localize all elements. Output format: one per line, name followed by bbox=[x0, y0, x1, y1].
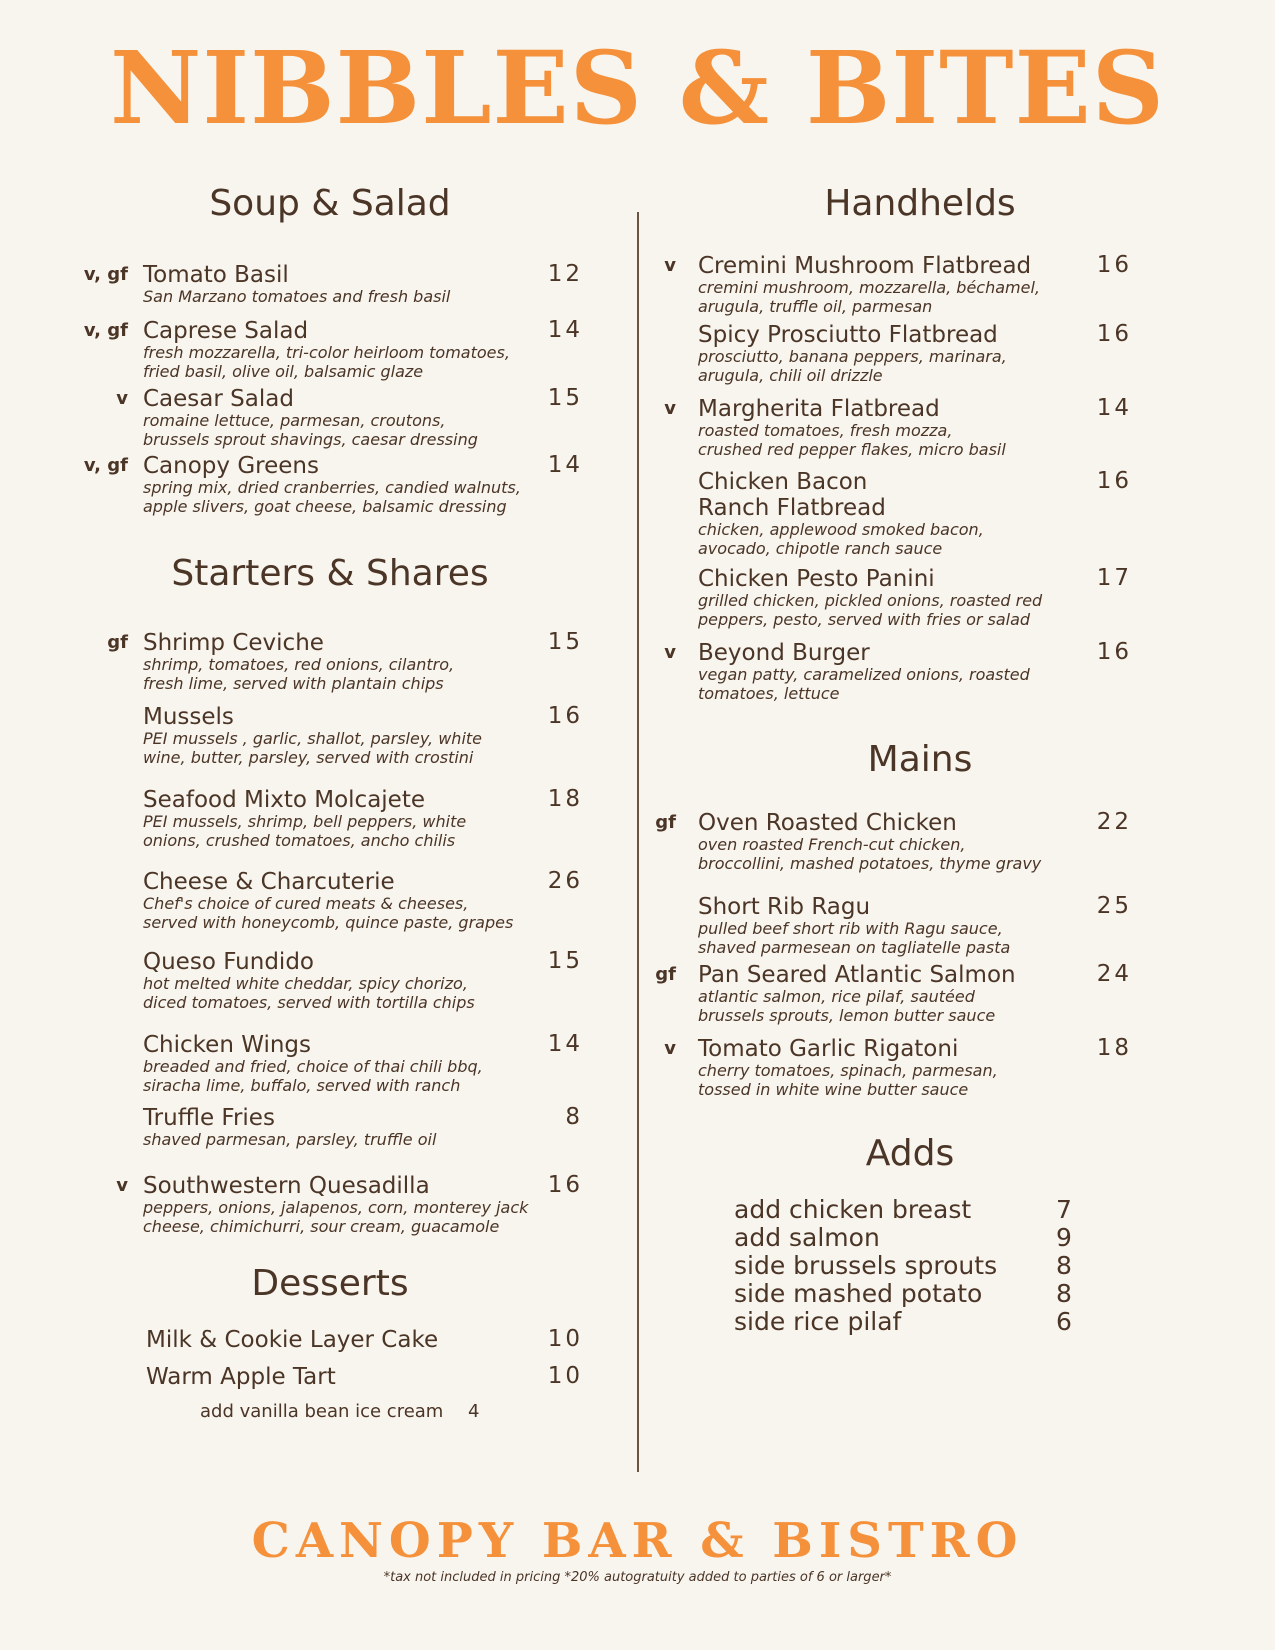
starters-item-description: wine, butter, parsley, served with crostini bbox=[143, 748, 474, 767]
soup_salad-item-name: Tomato Basil bbox=[143, 262, 289, 288]
starters-item-description: breaded and fried, choice of thai chili bbq, bbox=[143, 1057, 483, 1076]
dessert-add-label: add vanilla bean ice cream bbox=[200, 1401, 444, 1422]
soup_salad-item-description: San Marzano tomatoes and fresh basil bbox=[143, 287, 451, 306]
starters-item-price: 8 bbox=[565, 1104, 583, 1130]
soup_salad-item-description: fried basil, olive oil, balsamic glaze bbox=[143, 362, 424, 381]
section-title-desserts: Desserts bbox=[251, 1263, 409, 1304]
soup_salad-item-name: Caprese Salad bbox=[143, 318, 309, 344]
add-item-price: 7 bbox=[1056, 1195, 1072, 1224]
add-item-label: side brussels sprouts bbox=[734, 1251, 998, 1280]
starters-item-description: diced tomatoes, served with tortilla chips bbox=[143, 993, 475, 1012]
mains-item-description: broccollini, mashed potatoes, thyme gravy bbox=[698, 854, 1042, 873]
section-title-adds: Adds bbox=[865, 1133, 955, 1174]
soup_salad-item-name: Canopy Greens bbox=[143, 453, 319, 479]
mains-tag: gf bbox=[655, 964, 676, 985]
handhelds-item-price: 17 bbox=[1096, 565, 1132, 591]
mains-item-description: brussels sprouts, lemon butter sauce bbox=[698, 1006, 996, 1025]
handhelds-item-price: 16 bbox=[1096, 252, 1132, 278]
starters-item-description: peppers, onions, jalapenos, corn, monterey jack bbox=[143, 1198, 529, 1217]
soup_salad-tag: v, gf bbox=[83, 455, 128, 476]
handhelds-tag: v bbox=[664, 642, 676, 663]
soup_salad-item-description: spring mix, dried cranberries, candied walnuts, bbox=[143, 478, 521, 497]
starters-item-description: Chef's choice of cured meats & cheeses, bbox=[143, 894, 469, 913]
handhelds-item-description: cremini mushroom, mozzarella, béchamel, bbox=[698, 278, 1041, 297]
starters-item-description: hot melted white cheddar, spicy chorizo, bbox=[143, 974, 468, 993]
add-item-price: 8 bbox=[1056, 1279, 1072, 1308]
soup_salad-item-description: brussels sprout shavings, caesar dressing bbox=[143, 430, 478, 449]
mains-item-name: Short Rib Ragu bbox=[698, 894, 871, 920]
handhelds-item-name: Cremini Mushroom Flatbread bbox=[698, 253, 1032, 279]
starters-item-name: Truffle Fries bbox=[143, 1105, 275, 1131]
add-item-label: add salmon bbox=[734, 1223, 880, 1252]
handhelds-item-name: Chicken Pesto Panini bbox=[698, 566, 935, 592]
handhelds-item-price: 16 bbox=[1096, 468, 1132, 494]
mains-item-price: 22 bbox=[1096, 809, 1132, 835]
add-item-price: 8 bbox=[1056, 1251, 1072, 1280]
starters-item-price: 16 bbox=[547, 703, 583, 729]
handhelds-item-name: Ranch Flatbread bbox=[698, 495, 886, 521]
mains-item-name: Pan Seared Atlantic Salmon bbox=[698, 962, 1016, 988]
starters-item-price: 26 bbox=[547, 868, 583, 894]
mains-tag: gf bbox=[655, 812, 676, 833]
handhelds-item-description: roasted tomatoes, fresh mozza, bbox=[698, 421, 953, 440]
dessert-item-name: Milk & Cookie Layer Cake bbox=[146, 1327, 439, 1353]
starters-item-name: Cheese & Charcuterie bbox=[143, 869, 395, 895]
section-title-mains: Mains bbox=[867, 739, 973, 780]
handhelds-item-name: Margherita Flatbread bbox=[698, 396, 940, 422]
handhelds-item-description: peppers, pesto, served with fries or salad bbox=[698, 610, 1031, 629]
starters-item-description: PEI mussels, shrimp, bell peppers, white bbox=[143, 812, 467, 831]
starters-tag: v bbox=[116, 1175, 128, 1196]
starters-item-name: Seafood Mixto Molcajete bbox=[143, 787, 425, 813]
mains-item-description: atlantic salmon, rice pilaf, sautéed bbox=[698, 987, 975, 1006]
mains-item-price: 25 bbox=[1096, 893, 1132, 919]
starters-item-price: 14 bbox=[547, 1031, 583, 1057]
handhelds-item-name: Chicken Bacon bbox=[698, 469, 868, 495]
add-item-label: side rice pilaf bbox=[734, 1307, 902, 1336]
dessert-item-name: Warm Apple Tart bbox=[146, 1364, 336, 1390]
dessert-item-price: 10 bbox=[547, 1326, 583, 1352]
soup_salad-item-price: 14 bbox=[547, 317, 583, 343]
handhelds-item-description: chicken, applewood smoked bacon, bbox=[698, 520, 984, 539]
starters-item-description: siracha lime, buffalo, served with ranch bbox=[143, 1076, 461, 1095]
starters-item-description: PEI mussels , garlic, shallot, parsley, white bbox=[143, 729, 482, 748]
starters-item-description: onions, crushed tomatoes, ancho chilis bbox=[143, 831, 456, 850]
starters-item-price: 15 bbox=[547, 629, 583, 655]
soup_salad-item-price: 12 bbox=[547, 261, 583, 287]
mains-item-description: shaved parmesean on tagliatelle pasta bbox=[698, 938, 1011, 957]
mains-item-description: oven roasted French-cut chicken, bbox=[698, 835, 966, 854]
soup_salad-item-price: 15 bbox=[547, 385, 583, 411]
handhelds-item-description: tomatoes, lettuce bbox=[698, 684, 840, 703]
handhelds-item-description: prosciutto, banana peppers, marinara, bbox=[698, 347, 1007, 366]
mains-item-price: 18 bbox=[1096, 1035, 1132, 1061]
starters-item-price: 16 bbox=[547, 1172, 583, 1198]
handhelds-item-price: 16 bbox=[1096, 639, 1132, 665]
starters-item-name: Southwestern Quesadilla bbox=[143, 1173, 430, 1199]
section-title-handhelds: Handhelds bbox=[824, 183, 1016, 224]
starters-item-name: Mussels bbox=[143, 704, 234, 730]
menu-title: NIBBLES & BITES bbox=[109, 29, 1166, 147]
handhelds-item-description: grilled chicken, pickled onions, roasted red bbox=[698, 591, 1043, 610]
soup_salad-item-description: fresh mozzarella, tri-color heirloom tomatoes, bbox=[143, 343, 510, 362]
mains-item-name: Oven Roasted Chicken bbox=[698, 810, 957, 836]
soup_salad-tag: v, gf bbox=[83, 320, 128, 341]
handhelds-tag: v bbox=[664, 255, 676, 276]
mains-tag: v bbox=[664, 1038, 676, 1059]
starters-item-description: cheese, chimichurri, sour cream, guacamole bbox=[143, 1217, 500, 1236]
handhelds-item-description: arugula, chili oil drizzle bbox=[698, 366, 883, 385]
handhelds-item-description: crushed red pepper flakes, micro basil bbox=[698, 440, 1006, 459]
soup_salad-item-description: apple slivers, goat cheese, balsamic dressing bbox=[143, 497, 507, 516]
dessert-item-price: 10 bbox=[547, 1363, 583, 1389]
mains-item-price: 24 bbox=[1096, 961, 1132, 987]
starters-item-name: Chicken Wings bbox=[143, 1032, 311, 1058]
starters-item-price: 18 bbox=[547, 786, 583, 812]
handhelds-tag: v bbox=[664, 398, 676, 419]
handhelds-item-description: vegan patty, caramelized onions, roasted bbox=[698, 665, 1030, 684]
soup_salad-tag: v, gf bbox=[83, 264, 128, 285]
starters-item-name: Shrimp Ceviche bbox=[143, 630, 324, 656]
mains-item-description: tossed in white wine butter sauce bbox=[698, 1080, 969, 1099]
soup_salad-item-price: 14 bbox=[547, 452, 583, 478]
add-item-label: add chicken breast bbox=[734, 1195, 972, 1224]
starters-item-description: fresh lime, served with plantain chips bbox=[143, 674, 444, 693]
handhelds-item-description: avocado, chipotle ranch sauce bbox=[698, 539, 943, 558]
soup_salad-item-description: romaine lettuce, parmesan, croutons, bbox=[143, 411, 446, 430]
starters-item-description: shaved parmesan, parsley, truffle oil bbox=[143, 1130, 437, 1149]
mains-item-description: cherry tomatoes, spinach, parmesan, bbox=[698, 1061, 998, 1080]
starters-item-price: 15 bbox=[547, 948, 583, 974]
soup_salad-item-name: Caesar Salad bbox=[143, 386, 294, 412]
soup_salad-tag: v bbox=[116, 388, 128, 409]
add-item-price: 6 bbox=[1056, 1307, 1072, 1336]
add-item-price: 9 bbox=[1056, 1223, 1072, 1252]
starters-tag: gf bbox=[107, 632, 128, 653]
starters-item-description: served with honeycomb, quince paste, grapes bbox=[143, 913, 514, 932]
starters-item-name: Queso Fundido bbox=[143, 949, 314, 975]
mains-item-name: Tomato Garlic Rigatoni bbox=[698, 1036, 959, 1062]
section-title-starters: Starters & Shares bbox=[171, 553, 489, 594]
mains-item-description: pulled beef short rib with Ragu sauce, bbox=[698, 919, 1003, 938]
pricing-note: *tax not included in pricing *20% autogratuity added to parties of 6 or larger* bbox=[383, 1570, 892, 1585]
handhelds-item-price: 14 bbox=[1096, 395, 1132, 421]
handhelds-item-price: 16 bbox=[1096, 321, 1132, 347]
starters-item-description: shrimp, tomatoes, red onions, cilantro, bbox=[143, 655, 455, 674]
section-title-soup-salad: Soup & Salad bbox=[209, 183, 451, 224]
handhelds-item-description: arugula, truffle oil, parmesan bbox=[698, 297, 933, 316]
handhelds-item-name: Beyond Burger bbox=[698, 640, 870, 666]
restaurant-name: CANOPY BAR & BISTRO bbox=[251, 1513, 1024, 1569]
add-item-label: side mashed potato bbox=[734, 1279, 983, 1308]
handhelds-item-name: Spicy Prosciutto Flatbread bbox=[698, 322, 998, 348]
dessert-add-price: 4 bbox=[468, 1401, 480, 1422]
